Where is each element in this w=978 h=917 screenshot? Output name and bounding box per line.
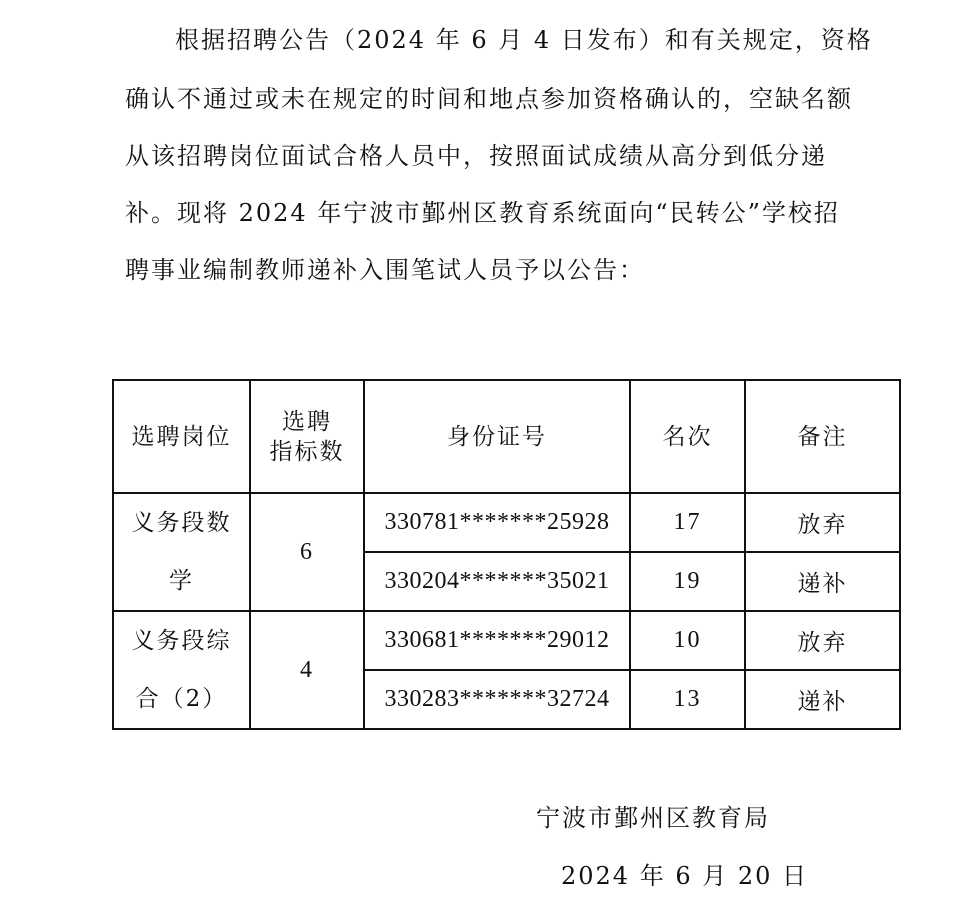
remark-cell: 放弃: [745, 493, 900, 552]
header-remark: 备注: [745, 380, 900, 493]
post-cell: [113, 493, 250, 611]
post-cell: [113, 611, 250, 729]
id-cell: 330283*******32724: [364, 670, 630, 729]
paragraph-line: 补。现将 2024 年宁波市鄞州区教育系统面向“民转公”学校招: [125, 199, 840, 227]
paragraph-line: 从该招聘岗位面试合格人员中，按照面试成绩从高分到低分递: [125, 142, 827, 170]
table-header-row: [113, 380, 900, 493]
quota-cell: 6: [250, 493, 364, 611]
issue-date: 2024 年 6 月 20 日: [561, 862, 809, 890]
header-rank: 名次: [630, 380, 745, 493]
remark-cell: 递补: [745, 670, 900, 729]
paragraph-line: 确认不通过或未在规定的时间和地点参加资格确认的，空缺名额: [125, 85, 853, 113]
quota-cell: 4: [250, 611, 364, 729]
paragraph-line: 根据招聘公告（2024 年 6 月 4 日发布）和有关规定，资格: [175, 26, 873, 54]
table-row: [113, 493, 900, 552]
paragraph-line: 聘事业编制教师递补入围笔试人员予以公告：: [125, 256, 645, 284]
header-quota-line2: 指标数: [269, 438, 345, 465]
header-post: 选聘岗位: [113, 380, 250, 493]
post-line1: 义务段数: [131, 510, 232, 536]
roster-table: [112, 379, 901, 730]
id-cell: 330781*******25928: [364, 493, 630, 552]
post-line2: 合（2）: [135, 686, 228, 712]
rank-cell: 17: [630, 493, 745, 552]
issuing-organization: 宁波市鄞州区教育局: [536, 804, 770, 832]
rank-cell: 13: [630, 670, 745, 729]
rank-cell: 19: [630, 552, 745, 611]
rank-cell: 10: [630, 611, 745, 670]
table-row: [113, 611, 900, 670]
header-quota: [250, 380, 364, 493]
post-line1: 义务段综: [131, 628, 232, 654]
post-line2: 学: [169, 568, 194, 594]
id-cell: 330681*******29012: [364, 611, 630, 670]
remark-cell: 递补: [745, 552, 900, 611]
remark-cell: 放弃: [745, 611, 900, 670]
header-id: 身份证号: [364, 380, 630, 493]
header-quota-line1: 选聘: [282, 408, 332, 435]
id-cell: 330204*******35021: [364, 552, 630, 611]
